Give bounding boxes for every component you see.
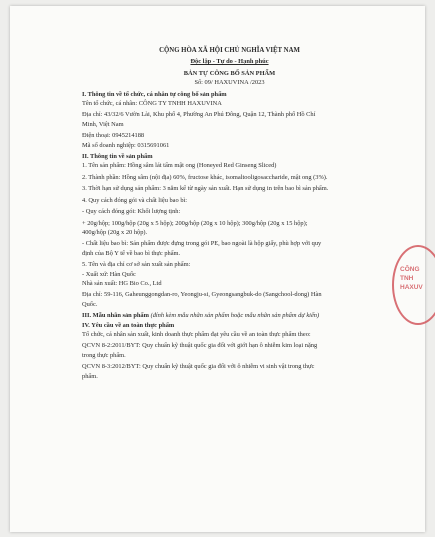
manufacturer-address-line-2: Quốc. xyxy=(82,300,98,308)
section-4-heading: IV. Yêu cầu về an toàn thực phẩm xyxy=(82,321,175,329)
org-tax-code: Mã số doanh nghiệp: 0315691061 xyxy=(82,141,170,149)
standard-2-line-1: QCVN 8-3:2012/BYT: Quy chuẩn kỹ thuật quốc gia đối với ô nhiễm vi sinh vật trong thực xyxy=(82,363,315,371)
safety-intro: Tổ chức, cá nhân sản xuất, kinh doanh thực phẩm đạt yêu cầu về an toàn thực phẩm theo: xyxy=(82,330,311,338)
packaging-material-line-2: định của Bộ Y tế về bao bì thực phẩm. xyxy=(82,249,181,257)
section-3-heading: III. Mẫu nhãn sản phẩm xyxy=(82,312,149,320)
org-phone: Điện thoại: 0945214188 xyxy=(82,132,145,140)
standard-1-line-2: trong thực phẩm. xyxy=(82,351,126,359)
section-3-row xyxy=(82,311,377,320)
org-address-line-2: Minh, Việt Nam xyxy=(82,120,124,128)
section-2-heading: II. Thông tin về sản phẩm xyxy=(82,153,153,161)
packaging-spec-line-2: 400g/hộp (20g x 20 hộp). xyxy=(82,228,148,236)
packaging-spec-line-1: + 20g/hộp; 100g/hộp (20g x 5 hộp); 200g/hộp (20g x 10 hộp); 300g/hộp (20g x 15 hộp); xyxy=(82,219,308,227)
national-motto: Độc lập - Tự do - Hạnh phúc xyxy=(190,58,269,66)
stamp-line-3: HAXUV xyxy=(400,284,423,291)
stamp-line-1: CÔNG xyxy=(400,266,420,273)
standard-2-line-2: phẩm. xyxy=(82,372,98,380)
product-name: 1. Tên sản phẩm: Hồng sâm lát tẩm mật ong (Honeyed Red Ginseng Sliced) xyxy=(82,162,277,170)
standard-1-line-1: QCVN 8-2:2011/BYT: Quy chuẩn kỹ thuật quốc gia đối với giới hạn ô nhiễm kim loại nặng xyxy=(82,342,318,350)
packaging-heading: 4. Quy cách đóng gói và chất liệu bao bì: xyxy=(82,196,188,204)
document-number: Số: 09/ HAXUVINA /2023 xyxy=(194,79,265,87)
document-body xyxy=(82,46,377,381)
section-3-note: (đính kèm mẫu nhãn sản phẩm hoặc mẫu nhãn sản phẩm dự kiến) xyxy=(150,312,320,320)
document-page xyxy=(10,6,425,532)
packaging-spec-title: - Quy cách đóng gói: Khối lượng tịnh: xyxy=(82,208,181,216)
stamp-line-2: TNH xyxy=(400,275,414,282)
product-origin: - Xuất xứ: Hàn Quốc xyxy=(82,270,136,278)
manufacturer-heading: 5. Tên và địa chỉ cơ sở sản xuất sản phẩm: xyxy=(82,261,191,269)
company-seal-stamp xyxy=(392,245,435,325)
packaging-material-line-1: - Chất liệu bao bì: Sản phẩm được đựng trong gói PE, bao ngoài là hộp giấy, phù hợp với quy xyxy=(82,240,322,248)
org-address-line-1: Địa chỉ: 43/32/6 Vườn Lài, Khu phố 4, Phường An Phú Đông, Quận 12, Thành phố Hồ Chí xyxy=(82,111,316,119)
org-name: Tên tổ chức, cá nhân: CÔNG TY TNHH HAXUVINA xyxy=(82,100,222,108)
national-title: CỘNG HÒA XÃ HỘI CHỦ NGHĨA VIỆT NAM xyxy=(159,47,300,54)
product-shelf-life: 3. Thời hạn sử dụng sản phẩm: 3 năm kể từ ngày sản xuất. Hạn sử dụng in trên bao bì sản phẩm. xyxy=(82,185,329,193)
manufacturer-address-line-1: Địa chỉ: 59-116, Gaheunggongdan-ro, Yeongju-si, Gyeongsangbuk-do (Sangchool-dong) Hàn xyxy=(82,291,322,299)
section-1-heading: I. Thông tin về tổ chức, cá nhân tự công bố sản phẩm xyxy=(82,90,227,98)
product-ingredients: 2. Thành phần: Hồng sâm (nội địa) 60%, fructose khác, isomaltooligosaccharide, mật ong (3%). xyxy=(82,173,328,181)
document-title: BẢN TỰ CÔNG BỐ SẢN PHẨM xyxy=(183,69,276,77)
manufacturer-name: Nhà sản xuất: HG Bio Co., Ltd xyxy=(82,279,162,287)
